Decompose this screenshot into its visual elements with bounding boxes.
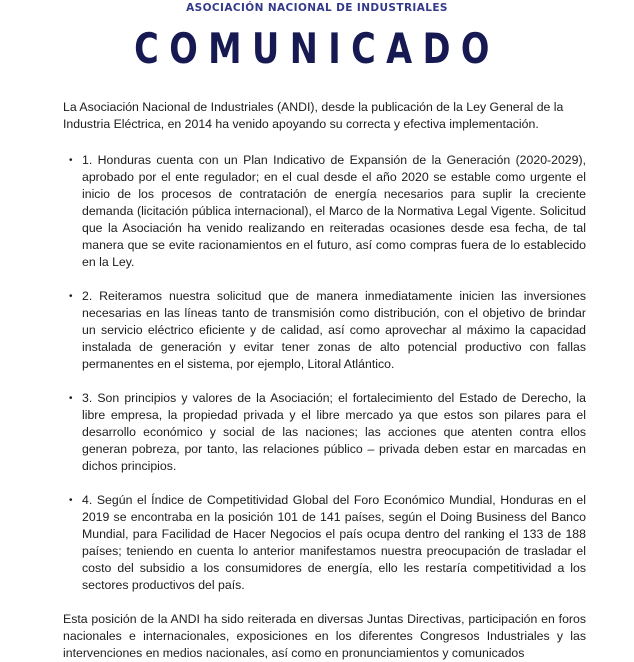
- statement-list: [63, 152, 586, 594]
- list-item: [63, 492, 586, 594]
- list-item: [63, 152, 586, 271]
- list-item-text: 2. Reiteramos nuestra solicitud que de manera inmediatamente inicien las inversiones necesarias en las líneas tanto de transmisión como distribución, con el objetivo de brindar un servicio eléctrico eficiente y de calidad, así como aprovechar al máximo la capacidad instalada de generación y evitar tener zonas de alto potencial productivo con fallas permanentes en el sistema, por ejemplo, Litoral Atlántico.: [82, 289, 586, 371]
- document-title: COMUNICADO: [134, 24, 500, 73]
- list-item-text: 3. Son principios y valores de la Asociación; el fortalecimiento del Estado de Derecho, la libre empresa, la propiedad privada y el libre mercado ya que estos son pilares para el desarrollo económico y social de las naciones; las acciones que atenten contra ellos generan pobreza, por tanto, las relaciones público – privada deben estar en marcadas en dichos principios.: [82, 391, 586, 473]
- bullet-icon: •: [69, 393, 73, 404]
- list-item-text: 4. Según el Índice de Competitividad Global del Foro Económico Mundial, Honduras en el 2019 se encontraba en la posición 101 de 141 países, según el Doing Business del Banco Mundial, para Facilidad de Hacer Negocios el país ocupa dentro del ranking el 133 de 188 países; teniendo en cuenta lo anterior manifestamos nuestra preocupación de trasladar el costo del subsidio a los consumidores de energía, ello les restaría competitividad a los sectores productivos del país.: [82, 493, 586, 592]
- bullet-icon: •: [69, 495, 73, 506]
- bullet-icon: •: [69, 155, 73, 166]
- list-item-text: 1. Honduras cuenta con un Plan Indicativo de Expansión de la Generación (2020-2029), aprobado por el ente regulador; en el cual desde el año 2020 se estable como urgente el inicio de los procesos de contratación de energía necesarios para suplir la creciente demanda (licitación pública internacional), el Marco de la Normativa Legal Vigente. Solicitud que la Asociación ha venido realizando en reiteradas ocasiones desde esa fecha, de tal manera que se evite racionamientos en el futuro, así como compras fuera de lo establecido en la Ley.: [82, 153, 586, 269]
- list-item: [63, 390, 586, 475]
- organization-name: ASOCIACIÓN NACIONAL DE INDUSTRIALES: [186, 2, 448, 14]
- list-item: [63, 288, 586, 373]
- document-body: [63, 99, 586, 662]
- intro-paragraph: La Asociación Nacional de Industriales (ANDI), desde la publicación de la Ley General de la Industria Eléctrica, en 2014 ha venido apoyando su correcta y efectiva implementación.: [63, 100, 564, 131]
- bullet-icon: •: [69, 291, 73, 302]
- closing-paragraph: Esta posición de la ANDI ha sido reiterada en diversas Juntas Directivas, participación en foros nacionales e internacionales, exposiciones en los diferentes Congresos Industriales y las intervenciones en medios nacionales, así como en pronunciamientos y comunicados: [63, 612, 586, 660]
